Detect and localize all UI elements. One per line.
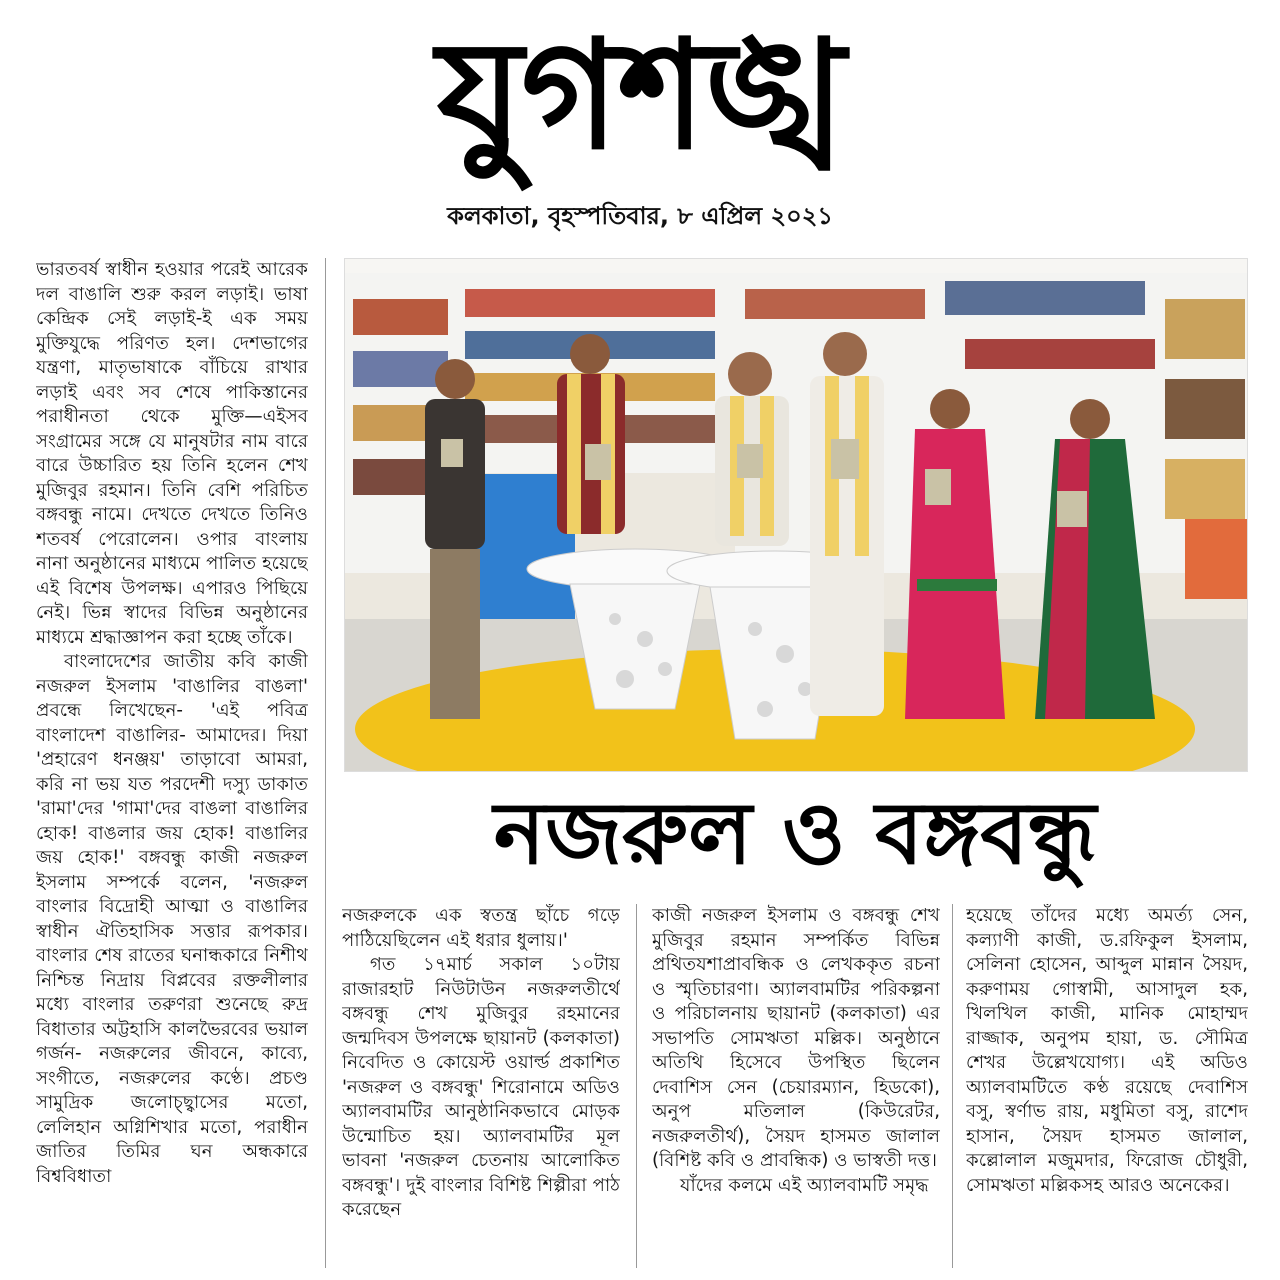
column-divider [952, 904, 953, 1268]
dateline: কলকাতা, বৃহস্পতিবার, ৮ এপ্রিল ২০২১ [447, 202, 833, 230]
article-paragraph: যাঁদের কলমে এই অ্যালবামটি সমৃদ্ধ [680, 1174, 929, 1196]
book [585, 444, 611, 480]
book [737, 444, 763, 478]
article-paragraph: গত ১৭মার্চ সকাল ১০টায় রাজারহাট নিউটাউন নজরুলতীর্থে বঙ্গবন্ধু শেখ মুজিবুর রহমানের জন্মদিবস উপলক্ষে ছায়ানট (কলকাতা) নিবেদিত ও কোয়েস্ট ওয়ার্ল্ড প্রকাশিত 'নজরুল ও বঙ্গবন্ধু' শিরোনামে অডিও অ্যালবামটির আনুষ্ঠানিকভাবে মোড়ক উন্মোচিত হয়। অ্যালবামটির মূল ভাবনা 'নজরুল চেতনায় আলোকিত বঙ্গবন্ধু'। দুই বাংলার বিশিষ্ট শিল্পীরা পাঠ করেছেন [342, 954, 620, 1220]
column-divider [636, 904, 637, 1268]
event-photo [344, 258, 1248, 772]
book [925, 469, 951, 505]
article-paragraph: কাজী নজরুল ইসলাম ও বঙ্গবন্ধু শেখ মুজিবুর রহমান সম্পর্কিত বিভিন্ন প্রথিতযশাপ্রাবন্ধিক ও লেখককৃত রচনা ও স্মৃতিচারণা। অ্যালবামটির পরিকল্পনা ও পরিচালনায় ছায়ানট (কলকাতা) এর সভাপতি সোমঋতা মল্লিক। অনুষ্ঠানে অতিথি হিসেবে উপস্থিত ছিলেন দেবাশিস সেন (চেয়ারম্যান, হিডকো), অনুপ মতিলাল (কিউরেটর, নজরুলতীর্থ), সৈয়দ হাসমত জালাল (বিশিষ্ট কবি ও প্রাবন্ধিক) ও ভাস্বতী দত্ত। [652, 905, 940, 1171]
book [831, 439, 859, 479]
article-column-2 [342, 904, 620, 1270]
headline: নজরুল ও বঙ্গবন্ধু [493, 783, 1097, 884]
article-paragraph: হয়েছে তাঁদের মধ্যে অমর্ত্য সেন, কল্যাণী কাজী, ড.রফিকুল ইসলাম, সেলিনা হোসেন, আব্দুল মান্নান সৈয়দ, করুণাময় গোস্বামী, আসাদুল হক, খিলখিল কাজী, মানিক মোহাম্মদ রাজ্জাক, অনুপম হায়া, ড. সৌমিত্র শেখর উল্লেখযোগ্য। এই অডিও অ্যালবামটিতে কণ্ঠ রয়েছে দেবাশিস বসু, স্বর্ণাভ রায়, মধুমিতা বসু, রাশেদ হাসান, সৈয়দ হাসমত জালাল, কল্লোলাল মজুমদার, ফিরোজ চৌধুরী, সোমঋতা মল্লিকসহ আরও অনেকের। [966, 905, 1248, 1196]
person-1 [425, 359, 485, 719]
column-divider [325, 258, 326, 1268]
event-photo-illustration [345, 259, 1247, 771]
article-paragraph: ভারতবর্ষ স্বাধীন হওয়ার পরেই আরেক দল বাঙালি শুরু করল লড়াই। ভাষা কেন্দ্রিক সেই লড়াই-ই এক সময় মুক্তিযুদ্ধে পরিণত হল। দেশভাগের যন্ত্রণা, মাতৃভাষাকে বাঁচিয়ে রাখার লড়াই এবং সব শেষে পাকিস্তানের পরাধীনতা থেকে মুক্তি—এইসব সংগ্রামের সঙ্গে যে মানুষটার নাম বারে বারে উচ্চারিত হয় তিনি হলেন শেখ মুজিবুর রহমান। তিনি বেশি পরিচিত বঙ্গবন্ধু নামে। দেখতে দেখতে তিনিও শতবর্ষ পেরোলেন। ওপার বাংলায় নানা অনুষ্ঠানের মাধ্যমে পালিত হয়েছে এই বিশেষ উপলক্ষ। এপারও পিছিয়ে নেই। ভিন্ন স্বাদের বিভিন্ন অনুষ্ঠানের মাধ্যমে শ্রদ্ধাজ্ঞাপন করা হচ্ছে তাঁকে। [36, 259, 308, 648]
book [441, 439, 463, 467]
person-4 [810, 332, 884, 716]
masthead: যুগশঙ্খ [436, 7, 844, 183]
article-column-4 [966, 904, 1248, 1270]
article-column-3 [652, 904, 940, 1270]
article-paragraph: বাংলাদেশের জাতীয় কবি কাজী নজরুল ইসলাম 'বাঙালির বাঙলা' প্রবন্ধে লিখেছেন- 'এই পবিত্র বাংলাদেশ বাঙালির- আমাদের। দিয়া 'প্রহারেণ ধনঞ্জয়' তাড়াবো আমরা, করি না ভয় যত পরদেশী দস্যু ডাকাত 'রামা'দের 'গামা'দের বাঙলা বাঙালির হোক! বাঙলার জয় হোক! বাঙালির জয় হোক!' বঙ্গবন্ধু কাজী নজরুল ইসলাম সম্পর্কে বলেন, 'নজরুল বাংলার বিদ্রোহী আত্মা ও বাঙালির স্বাধীন ঐতিহাসিক সত্তার রূপকার। বাংলার শেষ রাতের ঘনান্ধকারে নিশীথ নিশ্চিন্ত নিদ্রায় বিপ্লবের রক্তলীলার মধ্যে বাংলার তরুণরা শুনেছে রুদ্র বিধাতার অট্টহাসি কালভৈরবের ভয়াল গর্জন- নজরুলের জীবনে, কাব্যে, সংগীতে, নজরুলের কণ্ঠে। প্রচণ্ড সামুদ্রিক জলোচ্ছ্বাসের মতো, লেলিহান অগ্নিশিখার মতো, পরাধীন জাতির তিমির ঘন অন্ধকারে বিশ্ববিধাতা [36, 651, 308, 1187]
article-column-1 [36, 258, 308, 1270]
article-paragraph: নজরুলকে এক স্বতন্ত্র ছাঁচে গড়ে পাঠিয়েছিলেন এই ধরার ধুলায়।' [342, 905, 620, 951]
book [1057, 491, 1087, 527]
